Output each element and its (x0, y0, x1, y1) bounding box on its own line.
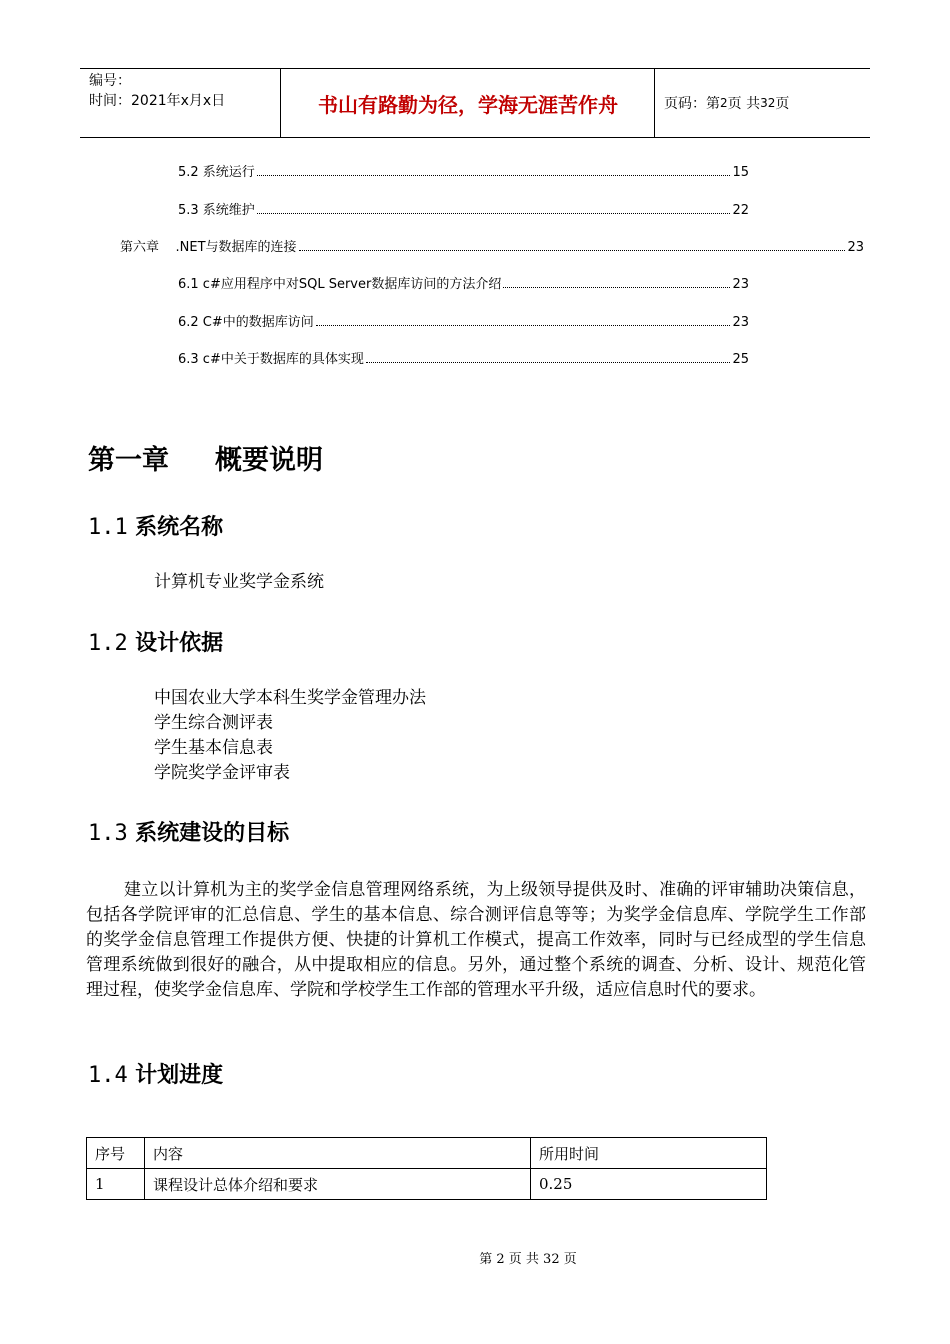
toc-entry[interactable] (178, 198, 749, 218)
section-title: 系统建设的目标 (135, 821, 290, 846)
table-header-cell: 序号 (87, 1138, 145, 1169)
header-motto: 书山有路勤为径，学海无涯苦作舟 (282, 69, 655, 137)
document-number: 编号： (89, 73, 131, 89)
toc-leader (503, 286, 730, 288)
chapter-number: 第一章 (88, 445, 169, 476)
section-number: 1.1 (88, 515, 128, 540)
toc-label: 5.2 系统运行 (178, 165, 255, 180)
toc-page: 15 (732, 165, 749, 180)
toc-label: 6.1 c#应用程序中对SQL Server数据库访问的方法介绍 (178, 277, 502, 292)
section-title: 计划进度 (135, 1063, 224, 1088)
section-number: 1.4 (88, 1063, 128, 1088)
basis-item: 学生综合测评表 (154, 713, 273, 733)
toc-page: 23 (847, 240, 864, 255)
toc-page: 25 (732, 352, 749, 367)
document-time: 时间：2021年x月x日 (89, 93, 226, 109)
toc-leader (366, 361, 731, 363)
header-meta (80, 69, 281, 137)
section-number: 1.3 (88, 821, 128, 846)
section-heading (88, 816, 289, 847)
toc-label: 第六章 .NET与数据库的连接 (120, 240, 297, 255)
section-title: 系统名称 (135, 515, 224, 540)
table-header-row (87, 1138, 767, 1169)
toc-label: 5.3 系统维护 (178, 203, 255, 218)
toc-entry[interactable] (178, 310, 749, 330)
toc-label: 6.2 C#中的数据库访问 (178, 315, 314, 330)
toc-page: 22 (732, 203, 749, 218)
page-current: 2 (720, 96, 728, 110)
page-suffix: 页 (775, 96, 790, 112)
table-cell: 1 (87, 1169, 145, 1200)
section-heading (88, 626, 223, 657)
chapter-heading (88, 438, 323, 477)
section-number: 1.2 (88, 631, 128, 656)
page-total: 32 (760, 96, 776, 110)
toc-leader (257, 174, 731, 176)
system-name-text: 计算机专业奖学金系统 (154, 572, 324, 592)
toc-label: 6.3 c#中关于数据库的具体实现 (178, 352, 364, 367)
toc-entry[interactable] (120, 235, 864, 255)
page-footer: 第 2 页 共 32 页 (479, 1252, 577, 1267)
basis-item: 学院奖学金评审表 (154, 763, 290, 783)
goal-paragraph: 建立以计算机为主的奖学金信息管理网络系统，为上级领导提供及时、准确的评审辅助决策信息，包括各学院评审的汇总信息、学生的基本信息、综合测评信息等等；为奖学金信息库、学院学生工作部的奖学金信息管理工作提供方便、快捷的计算机工作模式，提高工作效率，同时与已经成型的学生信息管理系统做到很好的融合，从中提取相应的信息。另外，通过整个系统的调查、分析、设计、规范化管理过程，使奖学金信息库、学院和学校学生工作部的管理水平升级，适应信息时代的要求。 (86, 880, 866, 1000)
toc-entry[interactable] (178, 160, 749, 180)
table-header-cell: 内容 (145, 1138, 531, 1169)
table-cell: 0.25 (531, 1169, 767, 1200)
table-cell: 课程设计总体介绍和要求 (145, 1169, 531, 1200)
toc-page: 23 (732, 315, 749, 330)
basis-item: 学生基本信息表 (154, 738, 273, 758)
chapter-title: 概要说明 (215, 445, 323, 476)
toc-entry[interactable] (178, 347, 749, 367)
plan-table (86, 1137, 767, 1200)
basis-item: 中国农业大学本科生奖学金管理办法 (154, 688, 426, 708)
toc-page: 23 (732, 277, 749, 292)
page-header (80, 68, 870, 138)
page-prefix: 页码：第 (664, 96, 720, 112)
table-header-cell: 所用时间 (531, 1138, 767, 1169)
section-heading (88, 1058, 223, 1089)
toc-leader (257, 212, 731, 214)
section-heading (88, 510, 223, 541)
toc-entry[interactable] (178, 272, 749, 292)
toc-leader (299, 249, 846, 251)
toc-leader (316, 324, 731, 326)
table-row (87, 1169, 767, 1200)
header-page-info (655, 69, 870, 137)
section-title: 设计依据 (135, 631, 224, 656)
page-middle: 页 共 (727, 96, 761, 112)
